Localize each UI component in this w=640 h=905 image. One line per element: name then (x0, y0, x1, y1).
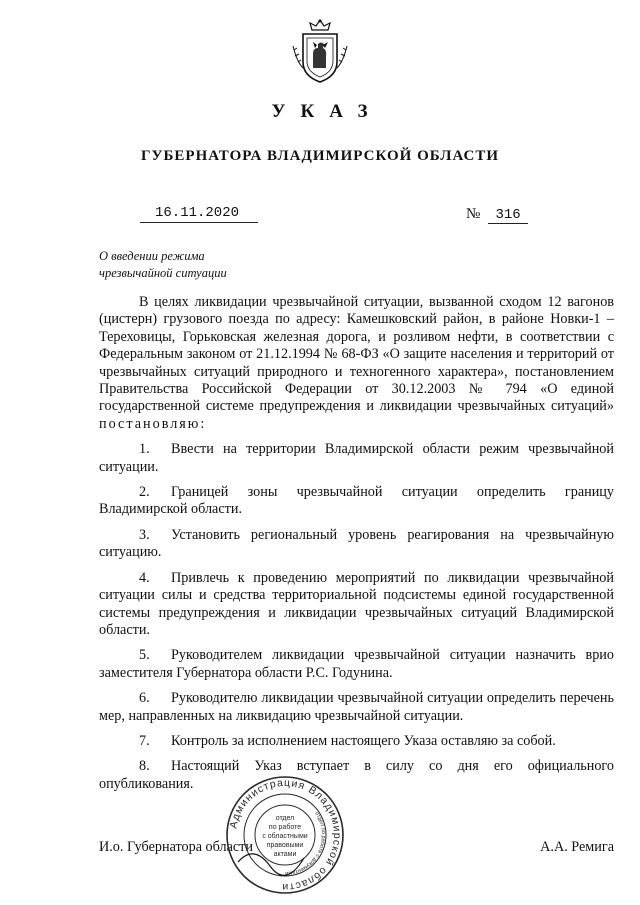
item-text: Контроль за исполнением настоящего Указа оставляю за собой. (171, 732, 556, 749)
item-text: Руководителем ликвидации чрезвычайной ситуации назначить врио заместителя Губернатора области Р.С. Годунина. (99, 647, 614, 681)
list-item (99, 484, 614, 519)
document-subject (99, 248, 299, 282)
signer-name: А.А. Ремига (540, 839, 614, 855)
item-text: Руководителю ликвидации чрезвычайной ситуации определить перечень мер, направленных на ликвидацию чрезвычайной ситуации. (99, 690, 614, 724)
document-title: УКАЗ (271, 101, 383, 122)
stamp-inner-ring-text: отдел по работе с документами (285, 811, 327, 877)
number-label: № (466, 206, 481, 222)
list-item (99, 733, 614, 750)
subject-line: О введении режима (99, 249, 205, 263)
stamp-center-line: с областными (262, 833, 308, 840)
stamp-center-line: отдел (275, 815, 295, 822)
coat-of-arms-icon (291, 18, 349, 86)
list-item (99, 690, 614, 725)
date-underline (140, 222, 258, 223)
document-date: 16.11.2020 (155, 205, 240, 221)
preamble-keyword: постановляю: (99, 415, 207, 432)
list-item (99, 647, 614, 682)
list-item (99, 758, 614, 793)
stamp-ring-text: Администрация Владимирской области (227, 776, 344, 894)
document-subtitle: ГУБЕРНАТОРА ВЛАДИМИРСКОЙ ОБЛАСТИ (140, 148, 500, 164)
official-stamp (224, 774, 346, 896)
document-number (466, 206, 528, 224)
item-number: 4. (139, 569, 150, 586)
item-number: 2. (139, 484, 150, 501)
item-text: Границей зоны чрезвычайной ситуации определить границу Владимирской области. (99, 484, 614, 518)
item-text: Установить региональный уровень реагирования на чрезвычайную ситуацию. (99, 526, 614, 561)
list-item (99, 570, 614, 640)
item-text: Настоящий Указ вступает в силу со дня его официального опубликования. (99, 758, 614, 792)
item-number: 6. (139, 690, 150, 707)
item-number: 8. (139, 758, 150, 775)
stamp-center-line: актами (273, 851, 297, 858)
subject-line: чрезвычайной ситуации (99, 266, 227, 280)
list-item (99, 441, 614, 476)
number-value: 316 (488, 207, 528, 224)
item-number: 3. (139, 526, 150, 543)
item-number: 5. (139, 647, 150, 664)
item-text: Привлечь к проведению мероприятий по ликвидации чрезвычайной ситуации силы и средства территориальной подсистемы единой государственной системы предупреждения и ликвидации чрезвычайных ситуаций Владимирской области. (99, 569, 614, 638)
item-text: Ввести на территории Владимирской области режим чрезвычайной ситуации. (99, 441, 614, 475)
stamp-center-line: по работе (268, 824, 302, 831)
stamp-center-line: правовыми (266, 842, 304, 849)
signer-position: И.о. Губернатора области (99, 839, 253, 855)
preamble-paragraph (99, 294, 614, 433)
list-item (99, 527, 614, 562)
item-number: 7. (139, 732, 150, 749)
preamble-text: В целях ликвидации чрезвычайной ситуации, вызванной сходом 12 вагонов (цистерн) грузового поезда по адресу: Камешковский район, в районе Новки-1 – Тереховицы, Горьковская железная дорога, и розливом нефти, в соответствии с Федеральным законом от 21.12.1994 № 68-ФЗ «О защите населения и территорий от чрезвычайных ситуаций природного и техногенного характера», постановлением Правительства Российской Федерации от 30.12.2003 № 794 «О единой государственной системе предупреждения и ликвидации чрезвычайных ситуаций» (99, 294, 614, 415)
document-body (99, 294, 614, 801)
item-number: 1. (139, 441, 150, 458)
